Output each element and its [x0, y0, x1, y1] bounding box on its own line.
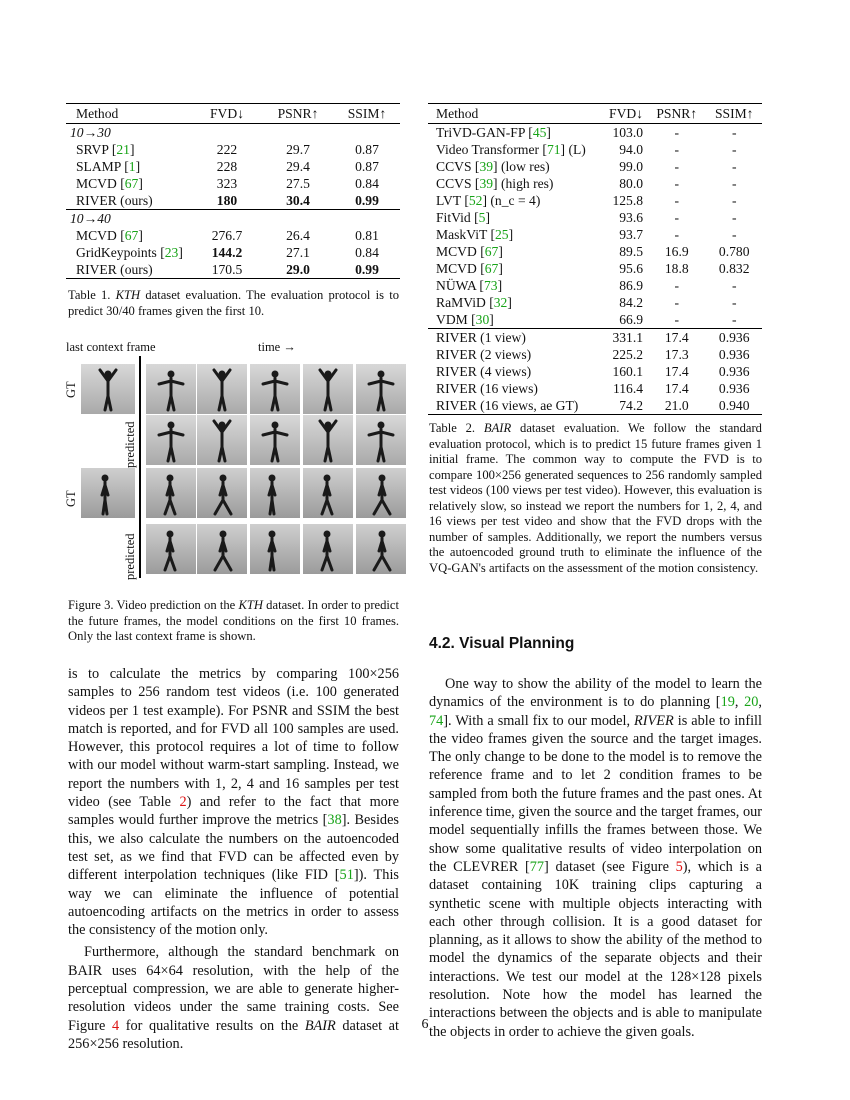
- citation-link[interactable]: 20: [744, 694, 759, 711]
- paragraph: Furthermore, although the standard benchmark on BAIR uses 64×64 resolution, with the help of the perceptual compression, we are able to generate higher-resolution videos under the same training costs. See Figure 4 for qualitative results on the BAIR dataset at 256×256 resolution.: [68, 944, 399, 1052]
- person-silhouette-icon: [250, 364, 300, 414]
- context-separator-line: [139, 356, 141, 578]
- caption-label: Figure 3.: [68, 598, 114, 612]
- person-silhouette-icon: [146, 524, 196, 574]
- video-frame: [197, 364, 247, 414]
- person-silhouette-icon: [356, 468, 406, 518]
- table-row: [428, 294, 762, 311]
- ssim-cell: 0.832: [718, 261, 750, 276]
- header-ssim: SSIM↑: [347, 106, 387, 121]
- table-row: [428, 260, 762, 277]
- citation-link[interactable]: 73: [483, 278, 498, 293]
- page-number: 6: [421, 1017, 429, 1032]
- fvd-cell: 125.8: [612, 193, 644, 208]
- right-column-text: [429, 675, 762, 1041]
- video-frame: [250, 364, 300, 414]
- table-row: [428, 226, 762, 243]
- header-fvd: FVD↓: [210, 106, 244, 121]
- video-frame: [146, 415, 196, 465]
- table-row: [66, 261, 400, 279]
- method-cell: FitVid [5]: [436, 210, 490, 225]
- gt-label-1: GT: [64, 381, 78, 398]
- video-frame: [81, 364, 135, 414]
- psnr-cell: -: [674, 142, 679, 157]
- person-silhouette-icon: [303, 524, 353, 574]
- citation-link[interactable]: 25: [494, 227, 509, 242]
- table-1-caption: [68, 288, 399, 319]
- caption-text: dataset. In order to predict the future frames, the model conditions on the first 10 frames. Only the last context frame is shown.: [68, 598, 399, 643]
- ssim-cell: 0.936: [718, 347, 750, 362]
- method-cell: MaskViT [25]: [436, 227, 514, 242]
- method-cell: RIVER (ours): [76, 193, 153, 208]
- person-silhouette-icon: [356, 524, 406, 574]
- citation-link[interactable]: 67: [124, 176, 139, 191]
- figure-reference-link[interactable]: 5: [675, 858, 683, 875]
- psnr-cell: 21.0: [664, 398, 689, 413]
- psnr-cell: -: [674, 193, 679, 208]
- caption-text: Video prediction on the: [113, 598, 239, 612]
- citation-link[interactable]: 39: [479, 159, 494, 174]
- method-cell: RIVER (16 views): [436, 381, 538, 396]
- method-cell: RIVER (2 views): [436, 347, 532, 362]
- method-cell: TriVD-GAN-FP [45]: [436, 125, 551, 140]
- method-cell: CCVS [39] (high res): [436, 176, 554, 191]
- table-row: [428, 277, 762, 294]
- header-fvd: FVD↓: [609, 106, 644, 121]
- method-cell: MCVD [67]: [76, 228, 143, 243]
- person-silhouette-icon: [356, 415, 406, 465]
- table-row: [66, 158, 400, 175]
- psnr-cell: 17.4: [664, 330, 689, 345]
- ssim-cell: 0.84: [355, 245, 379, 260]
- psnr-cell: 29.7: [286, 142, 310, 157]
- method-cell: VDM [30]: [436, 312, 494, 327]
- ssim-cell: -: [731, 142, 737, 157]
- ssim-cell: 0.87: [355, 142, 379, 157]
- predicted-label-1: predicted: [123, 421, 137, 468]
- person-silhouette-icon: [146, 415, 196, 465]
- citation-link[interactable]: 77: [529, 858, 545, 875]
- method-cell: CCVS [39] (low res): [436, 159, 550, 174]
- fvd-cell: 94.0: [619, 142, 644, 157]
- person-silhouette-icon: [250, 415, 300, 465]
- caption-label: Table 1.: [68, 288, 111, 302]
- psnr-cell: 18.8: [664, 261, 689, 276]
- fvd-cell: 84.2: [619, 295, 644, 310]
- header-psnr: PSNR↑: [656, 106, 698, 121]
- caption-text: dataset evaluation. The evaluation protocol is to predict 30/40 frames given the first 10.: [68, 288, 400, 318]
- ssim-cell: -: [731, 278, 737, 293]
- person-silhouette-icon: [303, 415, 353, 465]
- person-silhouette-icon: [81, 364, 135, 414]
- ssim-cell: 0.780: [718, 244, 750, 259]
- dataset-name: KTH: [115, 288, 141, 302]
- person-silhouette-icon: [250, 468, 300, 518]
- method-cell: LVT [52] (n_c = 4): [436, 193, 541, 208]
- psnr-cell: 27.5: [286, 176, 310, 191]
- citation-link[interactable]: 74: [429, 712, 444, 729]
- fvd-cell: 180: [216, 193, 238, 208]
- ssim-cell: -: [731, 210, 737, 225]
- ssim-cell: -: [731, 227, 737, 242]
- ssim-cell: 0.940: [718, 398, 750, 413]
- header-ssim: SSIM↑: [714, 106, 754, 121]
- person-silhouette-icon: [81, 468, 135, 518]
- video-frame: [197, 468, 247, 518]
- table-row: [428, 158, 762, 175]
- person-silhouette-icon: [146, 364, 196, 414]
- fvd-cell: 228: [216, 159, 238, 174]
- paragraph: One way to show the ability of the model to learn the dynamics of the environment is to do planning [19, 20, 74]. With a small fix to our model, RIVER is able to infill the video frames given the source and the target images. The only change to be done to the model is to remove the reference frame and to let 2 condition frames to be sampled from both the future frames and the past ones. At inference time, given the source and the target frames, our model sequentially infills the frames between those. We show some qualitative results of video interpolation on the CLEVRER [77] dataset (see Figure 5), which is a dataset containing 10K training clips capturing a synthetic scene with multiple objects interacting with each other through collision. It is a good dataset for planning, as it allows to show the ability of the method to model the dynamics of the separate objects and their interactions. We test our model at the 128×128 pixels resolution. Note how the model has learned the interactions between the objects and is able to manipulate the objects in order to achieve the given goals.: [429, 676, 762, 1040]
- citation-link[interactable]: 45: [532, 125, 547, 140]
- psnr-cell: -: [674, 312, 679, 327]
- figure-reference-link[interactable]: 4: [111, 1017, 120, 1034]
- table-row: [66, 175, 400, 192]
- table-row: [66, 227, 400, 244]
- citation-link[interactable]: 32: [493, 295, 508, 310]
- section-heading: 4.2. Visual Planning: [429, 635, 575, 652]
- method-cell: Video Transformer [71] (L): [436, 142, 586, 157]
- fvd-cell: 144.2: [211, 245, 243, 260]
- citation-link[interactable]: 51: [339, 867, 354, 884]
- group-label: 10→30: [70, 125, 111, 140]
- ssim-cell: 0.936: [718, 381, 750, 396]
- video-frame: [250, 468, 300, 518]
- video-frame: [197, 524, 247, 574]
- header-method: Method: [76, 106, 119, 121]
- person-silhouette-icon: [197, 524, 247, 574]
- last-context-frame-label: last context frame: [66, 340, 156, 354]
- video-frame: [146, 524, 196, 574]
- table-row: [428, 346, 762, 363]
- psnr-cell: 17.4: [664, 364, 689, 379]
- table-row: [66, 244, 400, 261]
- video-frame: [146, 364, 196, 414]
- ssim-cell: 0.99: [355, 262, 379, 277]
- method-cell: SRVP [21]: [76, 142, 135, 157]
- person-silhouette-icon: [303, 468, 353, 518]
- citation-link[interactable]: 67: [484, 261, 499, 276]
- ssim-cell: 0.84: [355, 176, 379, 191]
- fvd-cell: 89.5: [619, 244, 644, 259]
- ssim-cell: -: [731, 312, 737, 327]
- method-cell: MCVD [67]: [76, 176, 143, 191]
- table-row: [428, 397, 762, 415]
- person-silhouette-icon: [197, 468, 247, 518]
- citation-link[interactable]: 21: [116, 142, 130, 157]
- citation-link[interactable]: 39: [479, 176, 494, 191]
- person-silhouette-icon: [250, 524, 300, 574]
- video-frame: [250, 524, 300, 574]
- citation-link[interactable]: 71: [546, 142, 561, 157]
- ssim-cell: 0.936: [718, 364, 750, 379]
- fvd-cell: 74.2: [619, 398, 644, 413]
- table-header-row: [428, 104, 762, 124]
- fvd-cell: 222: [216, 142, 238, 157]
- video-frame: [197, 415, 247, 465]
- ssim-cell: 0.87: [355, 159, 379, 174]
- table-row: [428, 311, 762, 329]
- ssim-cell: -: [731, 125, 737, 140]
- method-cell: MCVD [67]: [436, 261, 503, 276]
- predicted-label-2: predicted: [123, 533, 137, 580]
- caption-label: Table 2.: [429, 421, 476, 435]
- table-1: [66, 103, 400, 279]
- psnr-cell: -: [674, 159, 679, 174]
- psnr-cell: -: [674, 210, 679, 225]
- video-frame: [356, 364, 406, 414]
- table-row: [428, 124, 762, 142]
- table-2-caption: [429, 421, 762, 576]
- table-row: [428, 363, 762, 380]
- video-frame: [356, 524, 406, 574]
- dataset-name: BAIR: [483, 421, 512, 435]
- video-frame: [356, 468, 406, 518]
- psnr-cell: 17.4: [664, 381, 689, 396]
- fvd-cell: 93.7: [619, 227, 644, 242]
- psnr-cell: 16.9: [664, 244, 689, 259]
- caption-text: dataset evaluation. We follow the standard evaluation protocol, which is to predict 15 future frames given 1 initial frame. The common way to compute the FVD is to compare 100×256 generated sequences to 256 randomly sampled test videos (100 views per test video). However, this evaluation is relatively slow, so instead we report the numbers for 1, 2, 4, and 16 views per test video and show that the FVD drops with the number of samples. Additionally, we report the numbers versus the autoencoded ground truth to eliminate the influence of the VQ-GAN's artifacts on the assessment of the motion consistency.: [429, 421, 762, 575]
- fvd-cell: 225.2: [612, 347, 644, 362]
- video-frame: [303, 415, 353, 465]
- method-cell: NÜWA [73]: [436, 278, 503, 293]
- time-arrow-label: time →: [258, 340, 296, 354]
- method-cell: RIVER (1 view): [436, 330, 526, 345]
- psnr-cell: 17.3: [664, 347, 689, 362]
- ssim-cell: -: [731, 159, 737, 174]
- citation-link[interactable]: 67: [124, 228, 139, 243]
- figure-3-caption: [68, 598, 399, 645]
- fvd-cell: 116.4: [612, 381, 644, 396]
- table-row: [428, 243, 762, 260]
- psnr-cell: 30.4: [286, 193, 310, 208]
- dataset-name: KTH: [238, 598, 263, 612]
- fvd-cell: 93.6: [619, 210, 644, 225]
- method-cell: SLAMP [1]: [76, 159, 141, 174]
- citation-link[interactable]: 1: [128, 159, 136, 174]
- figure-3: [66, 340, 400, 590]
- citation-link[interactable]: 19: [720, 694, 735, 711]
- psnr-cell: -: [674, 278, 679, 293]
- person-silhouette-icon: [197, 415, 247, 465]
- paragraph: is to calculate the metrics by comparing 100×256 samples to 256 random test videos (i.e. 100 generated videos per 1 test example). For PSNR and SSIM the best match is reported, and for FVD all 100 samples are used. However, this protocol requires a lot of time to follow with our model without warm-start sampling. Instead, we report the numbers with 1, 2, 4 and 16 samples per test video (see Table 2) and refer to the fact that more samples would further improve the metrics [38]. Besides this, we also calculate the numbers on the autoencoded test set, as we find that FVD can be affected even by different interpolation techniques (like FID [51]). This way we can eliminate the influence of potential autoencoding artifacts on the metrics in order to assess the consistency of the motion only.: [68, 666, 399, 939]
- citation-link[interactable]: 38: [327, 812, 342, 829]
- method-cell: MCVD [67]: [436, 244, 503, 259]
- citation-link[interactable]: 67: [484, 244, 499, 259]
- ssim-cell: 0.81: [355, 228, 379, 243]
- video-frame: [303, 364, 353, 414]
- person-silhouette-icon: [197, 364, 247, 414]
- method-cell: RIVER (ours): [76, 262, 153, 277]
- table-row: [428, 175, 762, 192]
- fvd-cell: 66.9: [619, 312, 644, 327]
- fvd-cell: 160.1: [612, 364, 644, 379]
- psnr-cell: 29.4: [286, 159, 310, 174]
- video-frame: [356, 415, 406, 465]
- citation-link[interactable]: 52: [468, 193, 483, 208]
- fvd-cell: 95.6: [619, 261, 644, 276]
- psnr-cell: -: [674, 125, 679, 140]
- fvd-cell: 86.9: [619, 278, 644, 293]
- method-cell: RIVER (4 views): [436, 364, 532, 379]
- ssim-cell: 0.936: [718, 330, 750, 345]
- method-cell: RaMViD [32]: [436, 295, 512, 310]
- table-2: [428, 103, 762, 415]
- method-cell: RIVER (16 views, ae GT): [436, 398, 579, 413]
- fvd-cell: 80.0: [619, 176, 644, 191]
- left-column-text: [68, 665, 399, 1053]
- person-silhouette-icon: [146, 468, 196, 518]
- psnr-cell: -: [674, 295, 679, 310]
- psnr-cell: -: [674, 176, 679, 191]
- fvd-cell: 170.5: [211, 262, 243, 277]
- ssim-cell: -: [731, 176, 737, 191]
- video-frame: [303, 468, 353, 518]
- header-method: Method: [436, 106, 479, 121]
- gt-label-2: GT: [64, 490, 78, 507]
- table-row: [428, 209, 762, 226]
- ssim-cell: -: [731, 193, 737, 208]
- video-frame: [81, 468, 135, 518]
- table-row: [428, 380, 762, 397]
- group-label-row: [66, 124, 400, 142]
- table-row: [66, 192, 400, 210]
- video-frame: [303, 524, 353, 574]
- fvd-cell: 276.7: [211, 228, 243, 243]
- ssim-cell: 0.99: [355, 193, 379, 208]
- header-psnr: PSNR↑: [277, 106, 319, 121]
- ssim-cell: -: [731, 295, 737, 310]
- psnr-cell: 29.0: [286, 262, 310, 277]
- psnr-cell: -: [674, 227, 679, 242]
- group-label-row: [66, 210, 400, 228]
- method-cell: GridKeypoints [23]: [76, 245, 183, 260]
- table-reference-link[interactable]: 2: [179, 794, 187, 811]
- person-silhouette-icon: [356, 364, 406, 414]
- table-row: [66, 141, 400, 158]
- psnr-cell: 26.4: [286, 228, 310, 243]
- citation-link[interactable]: 30: [475, 312, 490, 327]
- person-silhouette-icon: [303, 364, 353, 414]
- group-label: 10→40: [70, 211, 111, 226]
- video-frame: [250, 415, 300, 465]
- fvd-cell: 99.0: [619, 159, 644, 174]
- fvd-cell: 103.0: [612, 125, 644, 140]
- psnr-cell: 27.1: [286, 245, 310, 260]
- fvd-cell: 323: [216, 176, 238, 191]
- table-row: [428, 329, 762, 347]
- citation-link[interactable]: 5: [478, 210, 486, 225]
- citation-link[interactable]: 23: [164, 245, 179, 260]
- video-frame: [146, 468, 196, 518]
- table-header-row: [66, 104, 400, 124]
- fvd-cell: 331.1: [612, 330, 644, 345]
- table-row: [428, 192, 762, 209]
- table-row: [428, 141, 762, 158]
